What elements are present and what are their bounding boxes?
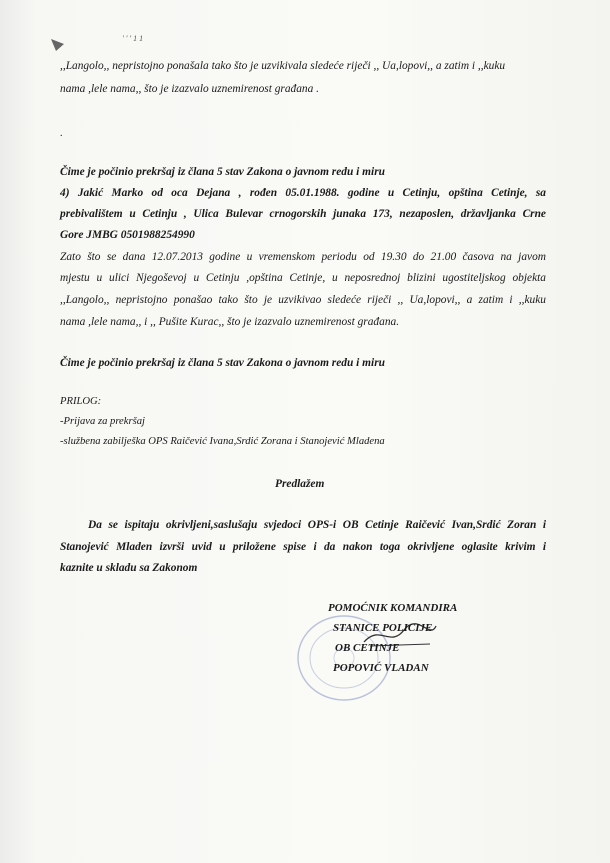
folded-corner-mark bbox=[50, 38, 66, 52]
signature-unit: STANICE POLICIJE bbox=[333, 622, 433, 634]
section-heading: Čime je počinio prekršaj iz člana 5 stav Zakona o javnom redu i miru bbox=[60, 166, 385, 178]
text-line: nama ,lele nama,, i ,, Pušite Kurac,, što je izazvalo uznemirenost građana. bbox=[60, 316, 400, 328]
text-line: Gore JMBG 0501988254990 bbox=[60, 229, 195, 241]
header-mark: ' ' ' 1 1 bbox=[122, 34, 144, 43]
proposal-heading: Predlažem bbox=[275, 478, 325, 490]
text-line: Zato što se dana 12.07.2013 godine u vremenskom periodu od 19.30 do 21.00 časova na javom bbox=[60, 251, 546, 263]
text-line: nama ,lele nama,, što je izazvalo uznemirenost građana . bbox=[60, 83, 320, 95]
text-line: prebivalištem u Cetinju , Ulica Bulevar crnogorskih junaka 173, nezaposlen, državljanka Crne bbox=[60, 208, 546, 220]
signature-station: OB CETINJE bbox=[335, 642, 400, 654]
attachments-label: PRILOG: bbox=[60, 396, 102, 407]
attachment-item: -Prijava za prekršaj bbox=[60, 416, 145, 427]
text-line: Da se ispitaju okrivljeni,saslušaju svjedoci OPS-i OB Cetinje Raičević Ivan,Srdić Zoran i bbox=[88, 519, 546, 531]
official-stamp-image bbox=[282, 600, 412, 712]
text-line: 4) Jakić Marko od oca Dejana , rođen 05.01.1988. godine u Cetinju, opština Cetinje, sa bbox=[60, 187, 546, 199]
text-line: ,,Langolo,, nepristojno ponašao tako što je uzvikivao sledeće riječi ,, Ua,lopovi,, a zatim i ,,kuku bbox=[60, 294, 546, 306]
text-line: mjestu u ulici Njegoševoj u Cetinju ,opština Cetinje, u neposrednoj blizini ugostiteljskog objekta bbox=[60, 272, 546, 284]
signatory-name: POPOVIĆ VLADAN bbox=[333, 662, 429, 674]
text-line: Stanojević Mladen izvrši uvid u priložene spise i da nakon toga okrivljene oglasite krivim i bbox=[60, 541, 546, 553]
section-heading: Čime je počinio prekršaj iz člana 5 stav Zakona o javnom redu i miru bbox=[60, 357, 385, 369]
attachment-item: -službena zabilješka OPS Raičević Ivana,Srdić Zorana i Stanojević Mladena bbox=[60, 436, 385, 447]
text-line: ,,Langolo,, nepristojno ponašala tako što je uzvikivala sledeće riječi ,, Ua,lopovi,, a zatim i ,,kuku bbox=[60, 60, 506, 72]
stray-mark: . bbox=[60, 128, 63, 139]
signature-title: POMOĆNIK KOMANDIRA bbox=[328, 602, 458, 614]
text-line: kaznite u skladu sa Zakonom bbox=[60, 562, 198, 574]
